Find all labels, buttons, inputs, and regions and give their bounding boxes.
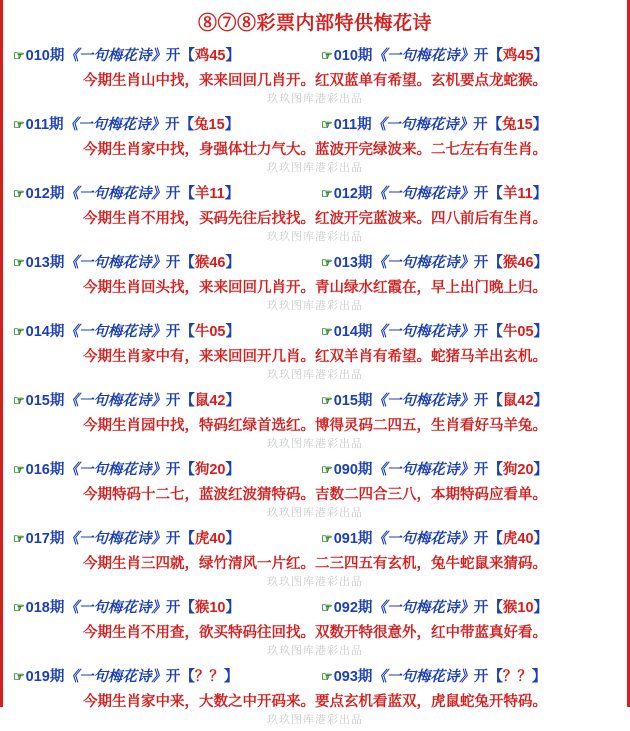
poem-line-left: 今期生肖三四就，绿竹清风一片红。 — [83, 556, 315, 572]
draw-label: 开 — [165, 669, 181, 685]
poem-line-right: 要点玄机看蓝双，虎鼠蛇兔开特码。 — [315, 694, 547, 710]
draw-label: 开 — [473, 324, 489, 340]
draw-label: 开 — [165, 324, 181, 340]
zodiac-result: 猴10 — [502, 600, 534, 616]
zodiac-result: 猴46 — [502, 255, 534, 271]
issue-number: 011期 — [25, 117, 64, 133]
issue-number: 092期 — [333, 600, 373, 616]
pointing-hand-icon: ☞ — [13, 48, 25, 63]
draw-label: 开 — [473, 669, 489, 685]
poem-title: 《一句梅花诗》 — [372, 531, 474, 547]
poem-title: 《一句梅花诗》 — [372, 600, 474, 616]
poem-line-right: 红双羊肖有希望。蛇猪马羊出玄机。 — [315, 349, 547, 365]
zodiac-result: 猴46 — [194, 255, 226, 271]
close-bracket: 】 — [533, 324, 549, 340]
open-bracket: 【 — [488, 255, 503, 271]
zodiac-result: 羊11 — [194, 186, 225, 202]
zodiac-result: 猴10 — [194, 600, 226, 616]
open-bracket: 【 — [180, 393, 195, 409]
close-bracket: 】 — [533, 600, 549, 616]
close-bracket: 】 — [532, 186, 548, 202]
zodiac-result: 兔15 — [502, 117, 533, 133]
watermark-text: 玖玖图库港彩出品 — [267, 438, 363, 450]
poem-title: 《一句梅花诗》 — [64, 393, 166, 409]
entry-header-row — [11, 389, 619, 410]
draw-label: 开 — [473, 531, 489, 547]
entry-header-row — [11, 182, 619, 203]
issue-number: 090期 — [333, 462, 373, 478]
entry-header-left[interactable] — [13, 665, 309, 686]
watermark-text: 玖玖图库港彩出品 — [267, 231, 363, 243]
close-bracket: 】 — [225, 324, 240, 340]
issue-number: 093期 — [333, 669, 373, 685]
entry-header-row — [11, 113, 619, 134]
poem-entry — [3, 179, 627, 248]
entry-header-left[interactable] — [13, 596, 309, 617]
pointing-hand-icon: ☞ — [13, 462, 25, 477]
poem-line-left: 今期生肖山中找，来来回回几肖开。 — [83, 73, 315, 89]
close-bracket: 】 — [223, 669, 239, 685]
draw-label: 开 — [165, 393, 181, 409]
draw-label: 开 — [473, 600, 489, 616]
poem-title: 《一句梅花诗》 — [64, 531, 166, 547]
poem-line-left: 今期生肖园中找，特码红绿首选红。 — [83, 418, 315, 434]
open-bracket: 【 — [487, 117, 503, 133]
pointing-hand-icon: ☞ — [13, 531, 25, 546]
zodiac-result: 牛05 — [194, 324, 226, 340]
draw-label: 开 — [165, 48, 181, 64]
poem-body — [11, 203, 619, 230]
open-bracket: 【 — [180, 48, 195, 64]
issue-number: 014期 — [333, 324, 373, 340]
poem-line-right: 红双蓝单有希望。玄机要点龙蛇猴。 — [315, 73, 547, 89]
draw-label: 开 — [473, 255, 489, 271]
entry-header-right[interactable] — [321, 113, 617, 134]
watermark-text: 玖玖图库港彩出品 — [267, 714, 363, 726]
entry-header-left[interactable] — [13, 389, 309, 410]
zodiac-result: ？？ — [502, 669, 532, 685]
close-bracket: 】 — [533, 48, 549, 64]
poem-line-right: 双数开特很意外，红中带蓝真好看。 — [315, 625, 547, 641]
draw-label: 开 — [473, 462, 489, 478]
issue-number: 010期 — [333, 48, 373, 64]
zodiac-result: 虎40 — [502, 531, 534, 547]
poem-title: 《一句梅花诗》 — [64, 186, 166, 202]
open-bracket: 【 — [488, 669, 503, 685]
close-bracket: 】 — [533, 462, 549, 478]
watermark-text: 玖玖图库港彩出品 — [267, 645, 363, 657]
poem-title: 《一句梅花诗》 — [372, 669, 474, 685]
close-bracket: 】 — [225, 48, 240, 64]
zodiac-result: 牛05 — [502, 324, 534, 340]
entry-header-left[interactable] — [13, 182, 309, 203]
draw-label: 开 — [473, 186, 489, 202]
poem-title: 《一句梅花诗》 — [63, 117, 166, 133]
draw-label: 开 — [165, 600, 181, 616]
poem-line-left: 今期生肖不用找，买码先往后找找。 — [83, 211, 315, 227]
issue-number: 018期 — [25, 600, 65, 616]
issue-number: 011期 — [333, 117, 372, 133]
poem-line-right: 吉数二四合三八，本期特码应看单。 — [315, 487, 547, 503]
pointing-hand-icon: ☞ — [13, 600, 25, 615]
page-title: ⑧⑦⑧彩票内部特供梅花诗 — [197, 13, 432, 34]
zodiac-result: 兔15 — [194, 117, 225, 133]
close-bracket: 】 — [533, 531, 549, 547]
close-bracket: 】 — [533, 255, 549, 271]
zodiac-result: 狗20 — [194, 462, 226, 478]
pointing-hand-icon: ☞ — [13, 669, 25, 684]
issue-number: 013期 — [25, 255, 65, 271]
pointing-hand-icon: ☞ — [13, 324, 25, 339]
poem-line-right: 青山绿水红霞在，早上出门晚上归。 — [315, 280, 547, 296]
poem-entry — [3, 110, 627, 179]
draw-label: 开 — [165, 255, 181, 271]
issue-number: 091期 — [333, 531, 373, 547]
entry-list — [3, 41, 627, 731]
entry-header-right[interactable] — [321, 320, 617, 341]
poem-line-left: 今期生肖家中来，大数之中开码来。 — [83, 694, 315, 710]
issue-number: 012期 — [333, 186, 373, 202]
draw-label: 开 — [165, 186, 181, 202]
poem-title: 《一句梅花诗》 — [64, 462, 166, 478]
draw-label: 开 — [165, 531, 181, 547]
poem-body — [11, 617, 619, 644]
poem-entry — [3, 524, 627, 593]
poem-title: 《一句梅花诗》 — [372, 48, 474, 64]
draw-label: 开 — [473, 48, 489, 64]
issue-number: 013期 — [333, 255, 373, 271]
poem-title: 《一句梅花诗》 — [64, 255, 166, 271]
entry-header-right[interactable] — [321, 182, 617, 203]
open-bracket: 【 — [488, 393, 503, 409]
watermark-text: 玖玖图库港彩出品 — [267, 162, 363, 174]
zodiac-result: 鸡45 — [194, 48, 226, 64]
open-bracket: 【 — [180, 600, 195, 616]
poem-title: 《一句梅花诗》 — [372, 255, 474, 271]
issue-number: 012期 — [25, 186, 65, 202]
entry-header-row — [11, 44, 619, 65]
entry-header-left[interactable] — [13, 527, 309, 548]
pointing-hand-icon: ☞ — [321, 531, 333, 546]
pointing-hand-icon: ☞ — [321, 117, 333, 132]
close-bracket: 】 — [225, 600, 240, 616]
poem-title: 《一句梅花诗》 — [372, 462, 474, 478]
close-bracket: 】 — [533, 393, 549, 409]
poem-title: 《一句梅花诗》 — [372, 393, 474, 409]
close-bracket: 】 — [225, 462, 240, 478]
zodiac-result: ？？ — [194, 669, 224, 685]
open-bracket: 【 — [488, 600, 503, 616]
open-bracket: 【 — [180, 531, 195, 547]
poem-body — [11, 65, 619, 92]
poem-title: 《一句梅花诗》 — [372, 324, 474, 340]
poem-line-left: 今期生肖家中有，来来回回开几肖。 — [83, 349, 315, 365]
poem-title: 《一句梅花诗》 — [64, 600, 166, 616]
pointing-hand-icon: ☞ — [321, 324, 333, 339]
open-bracket: 【 — [180, 255, 195, 271]
entry-header-left[interactable] — [13, 251, 309, 272]
poem-entry — [3, 455, 627, 524]
open-bracket: 【 — [488, 531, 503, 547]
open-bracket: 【 — [179, 117, 195, 133]
draw-label: 开 — [473, 393, 489, 409]
poem-line-left: 今期生肖不用查，欲买特码往回找。 — [83, 625, 315, 641]
entry-header-right[interactable] — [321, 458, 617, 479]
poem-line-left: 今期生肖家中找，身强体壮力气大。 — [83, 142, 315, 158]
pointing-hand-icon: ☞ — [321, 600, 333, 615]
entry-header-right[interactable] — [321, 389, 617, 410]
open-bracket: 【 — [488, 324, 503, 340]
watermark-text: 玖玖图库港彩出品 — [267, 93, 363, 105]
entry-header-left[interactable] — [13, 44, 309, 65]
poem-title: 《一句梅花诗》 — [371, 117, 474, 133]
open-bracket: 【 — [180, 324, 195, 340]
close-bracket: 】 — [531, 669, 547, 685]
poem-body — [11, 479, 619, 506]
close-bracket: 】 — [225, 255, 240, 271]
poem-entry — [3, 41, 627, 110]
poem-body — [11, 548, 619, 575]
entry-header-left[interactable] — [13, 113, 309, 134]
open-bracket: 【 — [180, 669, 195, 685]
poem-entry — [3, 593, 627, 662]
poem-line-right: 红波开完蓝波来。四八前后有生肖。 — [315, 211, 547, 227]
zodiac-result: 羊11 — [502, 186, 533, 202]
pointing-hand-icon: ☞ — [321, 669, 333, 684]
pointing-hand-icon: ☞ — [13, 186, 25, 201]
pointing-hand-icon: ☞ — [13, 393, 25, 408]
poem-line-left: 今期特码十二七，蓝波红波猜特码。 — [83, 487, 315, 503]
entry-header-left[interactable] — [13, 320, 309, 341]
entry-header-right[interactable] — [321, 44, 617, 65]
entry-header-right[interactable] — [321, 665, 617, 686]
pointing-hand-icon: ☞ — [321, 462, 333, 477]
issue-number: 017期 — [25, 531, 65, 547]
poem-entry — [3, 317, 627, 386]
open-bracket: 【 — [180, 186, 195, 202]
entry-header-right[interactable] — [321, 596, 617, 617]
draw-label: 开 — [473, 117, 488, 133]
issue-number: 010期 — [25, 48, 65, 64]
pointing-hand-icon: ☞ — [321, 393, 333, 408]
zodiac-result: 虎40 — [194, 531, 226, 547]
poem-body — [11, 686, 619, 713]
pointing-hand-icon: ☞ — [321, 255, 333, 270]
pointing-hand-icon: ☞ — [321, 186, 333, 201]
pointing-hand-icon: ☞ — [13, 117, 25, 132]
close-bracket: 】 — [224, 186, 240, 202]
close-bracket: 】 — [225, 531, 240, 547]
watermark-text: 玖玖图库港彩出品 — [267, 369, 363, 381]
poem-title: 《一句梅花诗》 — [372, 186, 474, 202]
close-bracket: 】 — [224, 117, 240, 133]
zodiac-result: 鼠42 — [502, 393, 534, 409]
entry-header-right[interactable] — [321, 527, 617, 548]
entry-header-row — [11, 527, 619, 548]
open-bracket: 【 — [488, 462, 503, 478]
entry-header-row — [11, 320, 619, 341]
issue-number: 015期 — [25, 393, 65, 409]
poem-entry — [3, 248, 627, 317]
draw-label: 开 — [165, 117, 180, 133]
close-bracket: 】 — [532, 117, 548, 133]
poem-title: 《一句梅花诗》 — [64, 669, 166, 685]
close-bracket: 】 — [225, 393, 240, 409]
open-bracket: 【 — [180, 462, 195, 478]
pointing-hand-icon: ☞ — [13, 255, 25, 270]
entry-header-row — [11, 251, 619, 272]
poem-body — [11, 272, 619, 299]
watermark-text: 玖玖图库港彩出品 — [267, 507, 363, 519]
open-bracket: 【 — [488, 186, 503, 202]
draw-label: 开 — [165, 462, 181, 478]
poem-title: 《一句梅花诗》 — [64, 48, 166, 64]
poem-line-right: 蓝波开完绿波来。二七左右有生肖。 — [315, 142, 547, 158]
poem-line-left: 今期生肖回头找，来来回回几肖开。 — [83, 280, 315, 296]
entry-header-left[interactable] — [13, 458, 309, 479]
zodiac-result: 狗20 — [502, 462, 534, 478]
poem-entry — [3, 662, 627, 731]
issue-number: 015期 — [333, 393, 373, 409]
pointing-hand-icon: ☞ — [321, 48, 333, 63]
poem-line-right: 二三四五有玄机，兔牛蛇鼠来猜码。 — [315, 556, 547, 572]
entry-header-row — [11, 665, 619, 686]
poem-title: 《一句梅花诗》 — [64, 324, 166, 340]
watermark-text: 玖玖图库港彩出品 — [267, 576, 363, 588]
zodiac-result: 鸡45 — [502, 48, 534, 64]
issue-number: 016期 — [25, 462, 65, 478]
poem-body — [11, 134, 619, 161]
issue-number: 014期 — [25, 324, 65, 340]
entry-header-row — [11, 596, 619, 617]
poem-line-right: 博得灵码二四五，生肖看好马羊兔。 — [315, 418, 547, 434]
issue-number: 019期 — [25, 669, 65, 685]
poem-body — [11, 410, 619, 437]
watermark-text: 玖玖图库港彩出品 — [267, 300, 363, 312]
poem-body — [11, 341, 619, 368]
open-bracket: 【 — [488, 48, 503, 64]
poem-entry — [3, 386, 627, 455]
zodiac-result: 鼠42 — [194, 393, 226, 409]
entry-header-right[interactable] — [321, 251, 617, 272]
entry-header-row — [11, 458, 619, 479]
